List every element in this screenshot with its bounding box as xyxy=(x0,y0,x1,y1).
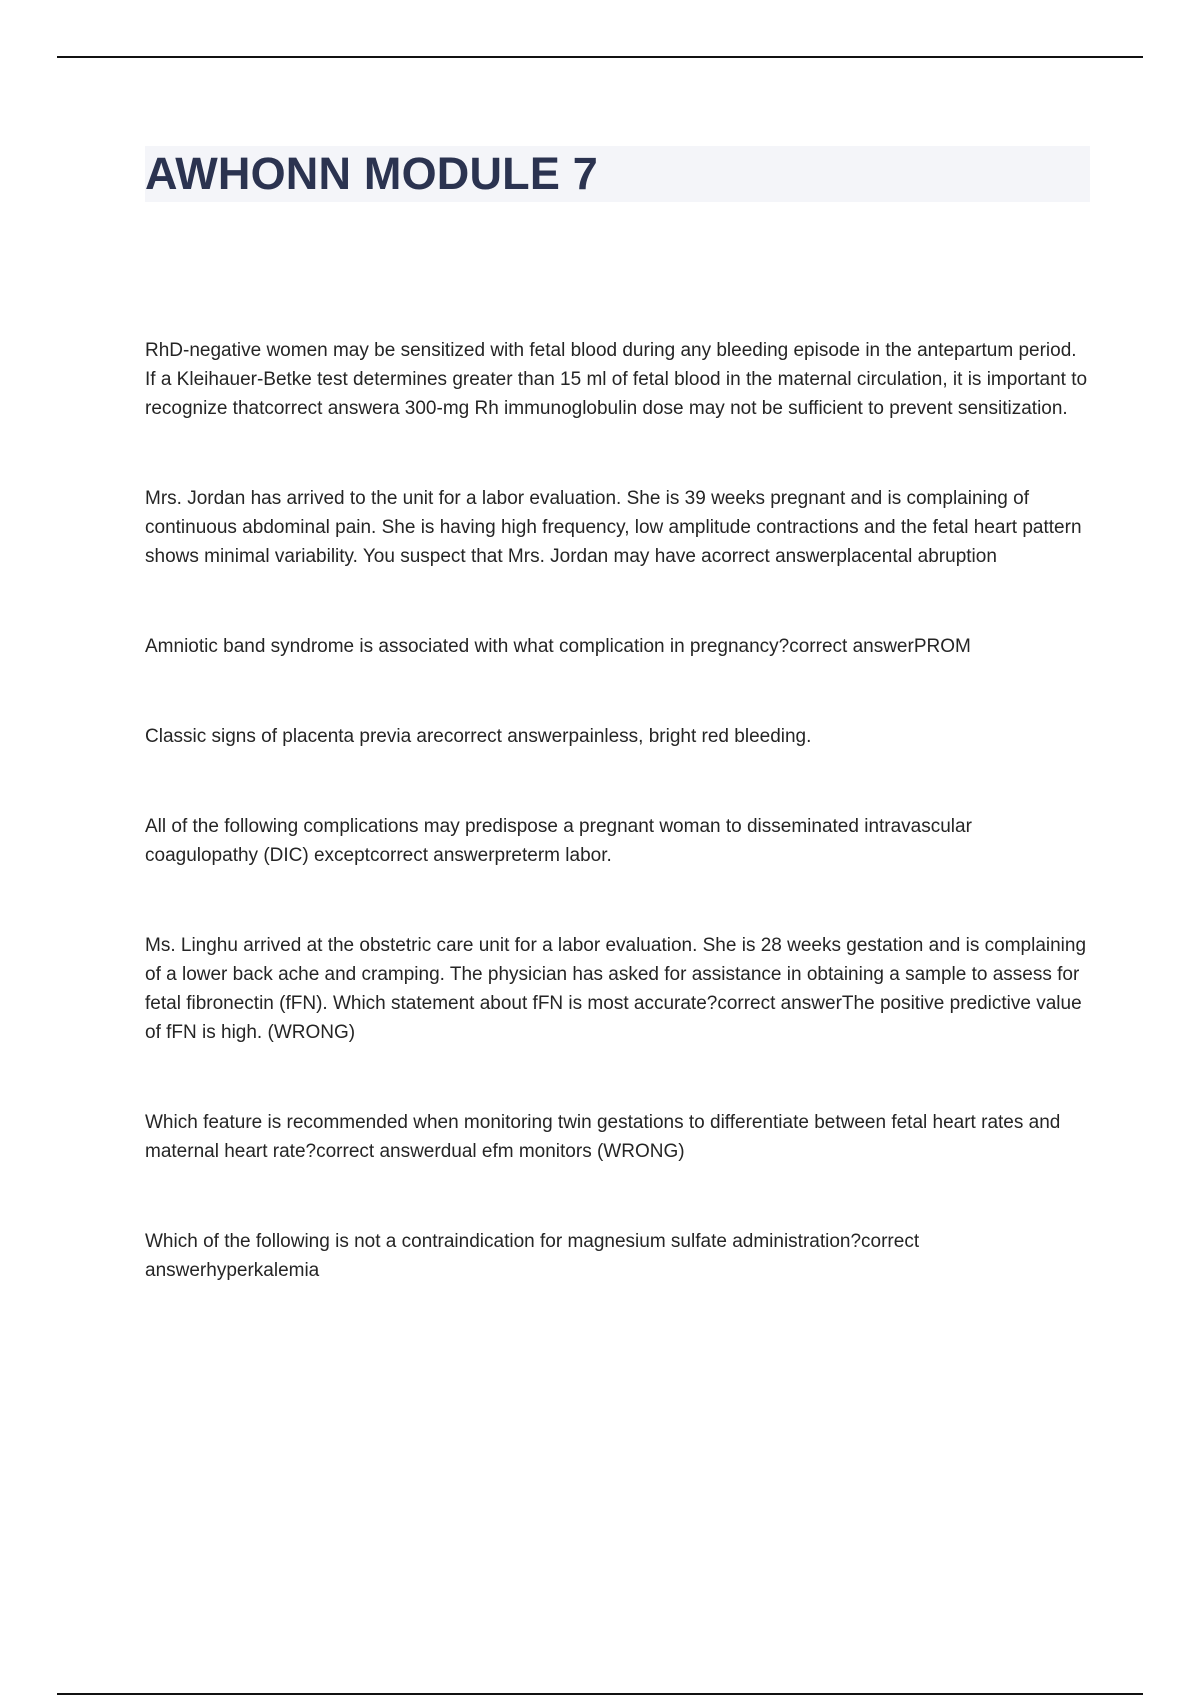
footer-rule xyxy=(57,1693,1143,1695)
document-title: AWHONN MODULE 7 xyxy=(145,148,598,199)
qa-item-placenta-previa: Classic signs of placenta previa arecorrect answerpainless, bright red bleeding. xyxy=(145,726,812,747)
qa-item-dic: All of the following complications may predispose a pregnant woman to disseminated intravascular coagulopathy (DIC) exceptcorrect answerpreterm labor. xyxy=(145,816,972,866)
qa-item-rh-immunoglobulin: RhD-negative women may be sensitized with fetal blood during any bleeding episode in the antepartum period. If a Kleihauer-Betke test determines greater than 15 ml of fetal blood in the maternal circulation, it is important to recognize thatcorrect answera 300-mg Rh immunoglobulin dose may not be sufficient to prevent sensitization. xyxy=(145,340,1088,419)
qa-item-magnesium-sulfate: Which of the following is not a contraindication for magnesium sulfate administration?correct answerhyperkalemia xyxy=(145,1231,920,1281)
qa-item-placental-abruption: Mrs. Jordan has arrived to the unit for a labor evaluation. She is 39 weeks pregnant and is complaining of continuous abdominal pain. She is having high frequency, low amplitude contractions and the fetal heart pattern shows minimal variability. You suspect that Mrs. Jordan may have acorrect answerplacental abruption xyxy=(145,488,1082,567)
qa-item-twin-monitoring: Which feature is recommended when monitoring twin gestations to differentiate between fetal heart rates and maternal heart rate?correct answerdual efm monitors (WRONG) xyxy=(145,1112,1061,1162)
qa-item-amniotic-band: Amniotic band syndrome is associated with what complication in pregnancy?correct answerPROM xyxy=(145,636,971,657)
qa-list xyxy=(145,336,1090,1346)
header-rule xyxy=(57,56,1143,58)
qa-item-fetal-fibronectin: Ms. Linghu arrived at the obstetric care unit for a labor evaluation. She is 28 weeks gestation and is complaining of a lower back ache and cramping. The physician has asked for assistance in obtaining a sample to assess for fetal fibronectin (fFN). Which statement about fFN is most accurate?correct answerThe positive predictive value of fFN is high. (WRONG) xyxy=(145,935,1087,1043)
